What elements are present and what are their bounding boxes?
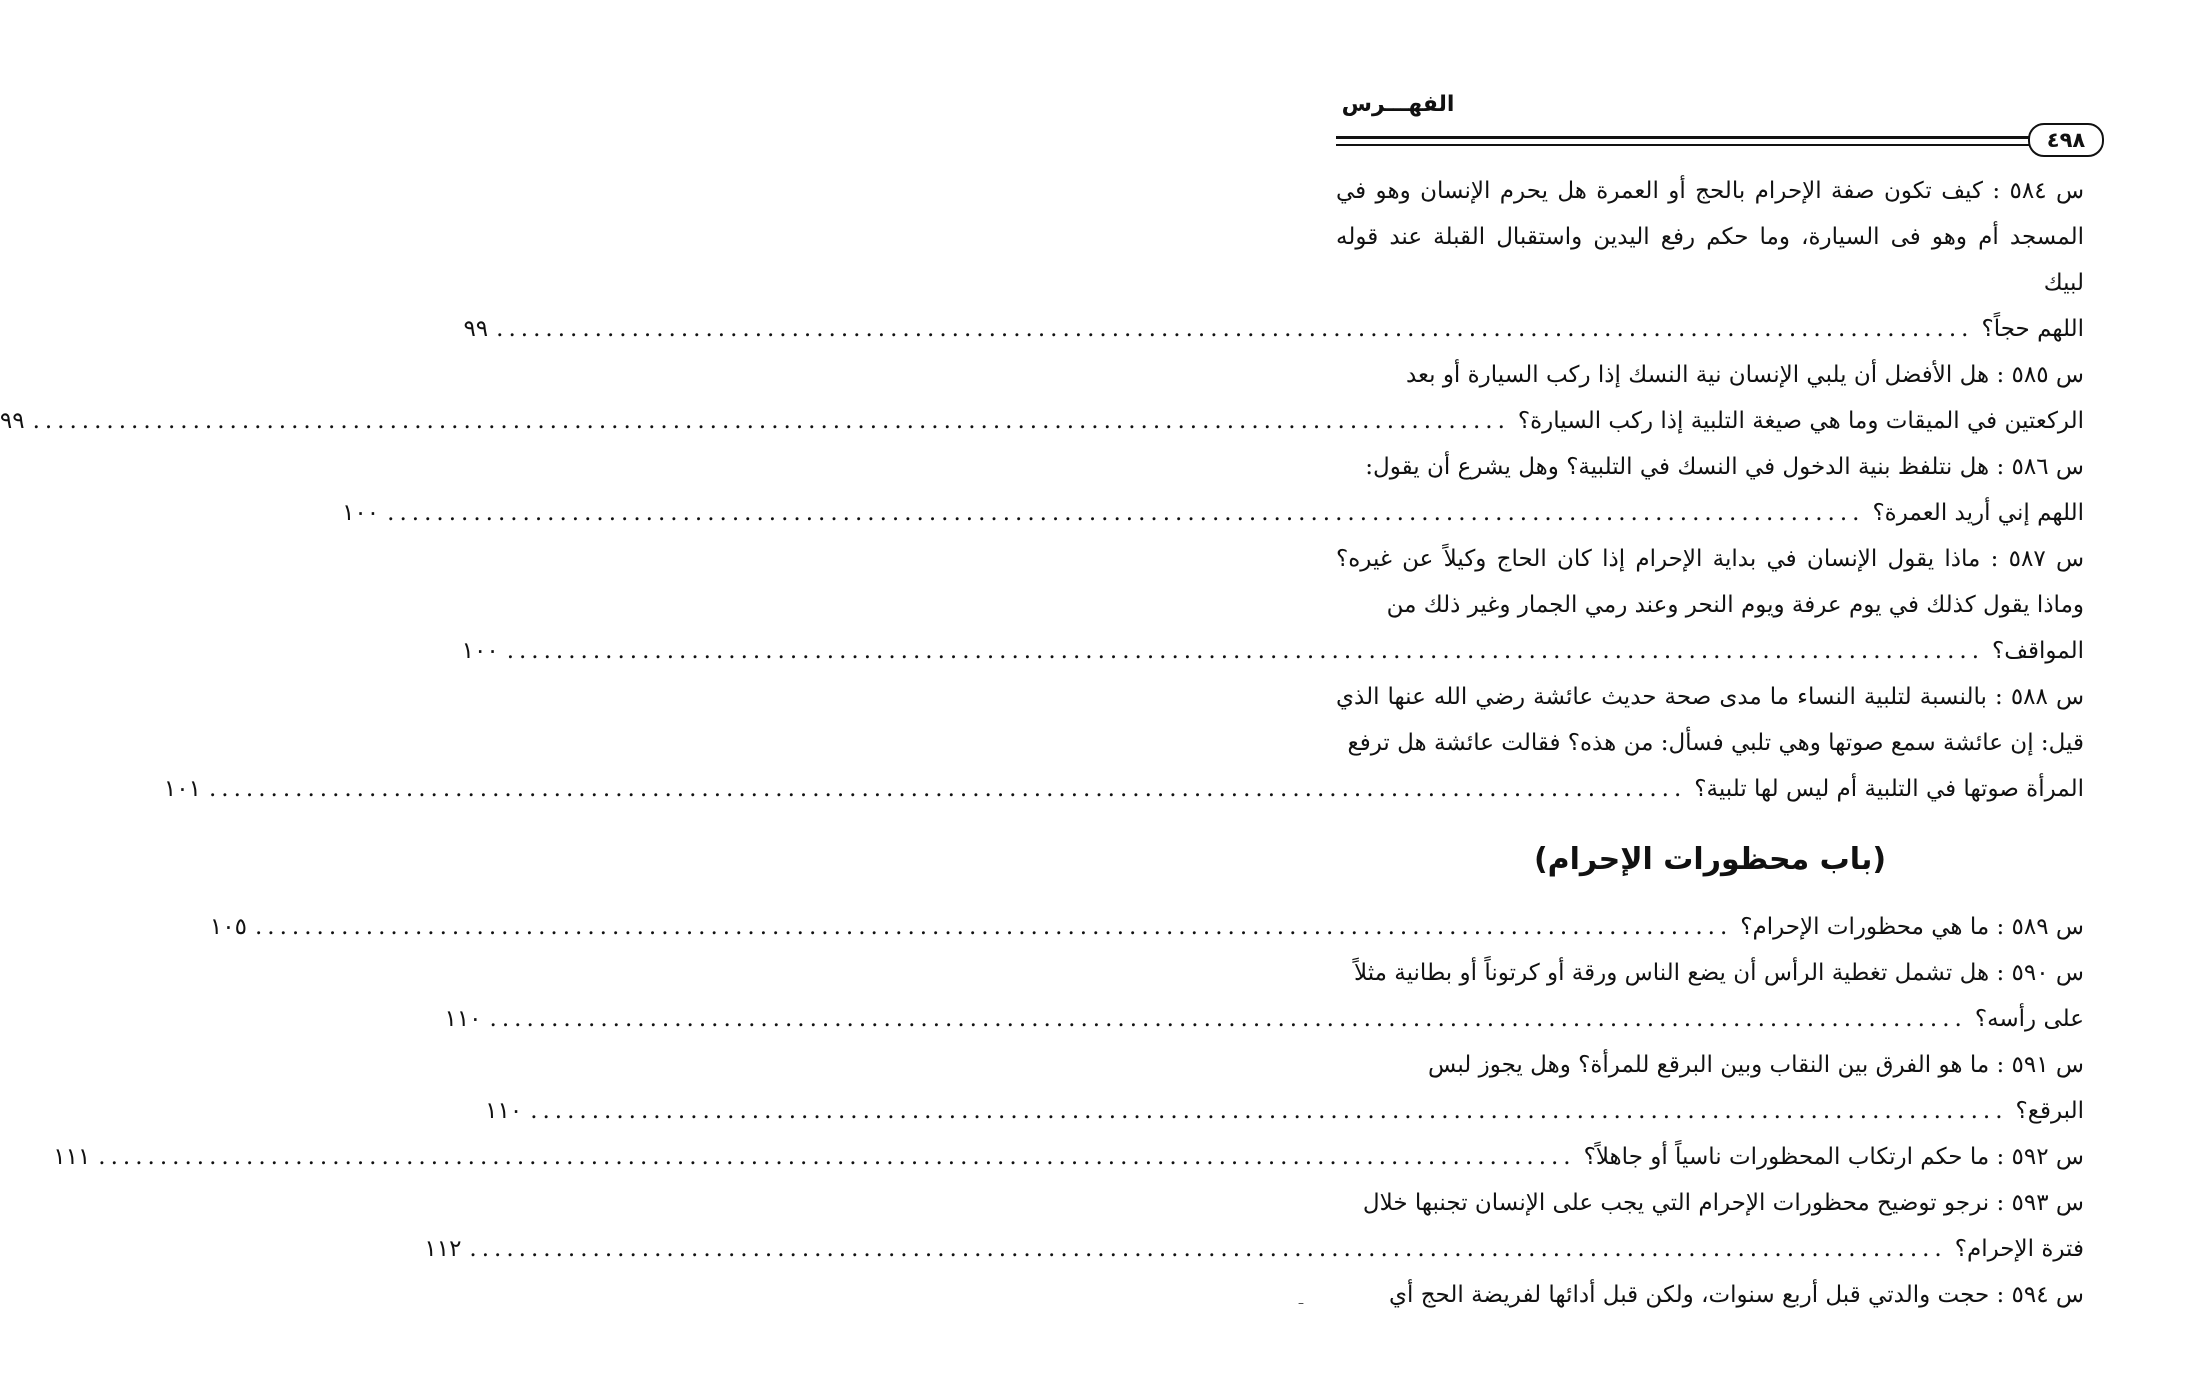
question-number: س ٥٩١ : (1996, 1052, 2084, 1078)
question-last-line (1518, 398, 2084, 444)
toc-entry-body (1336, 674, 2084, 766)
leader-dots: ........................................................................................................................ (506, 638, 1985, 664)
header-rule-thin (1336, 144, 2084, 146)
question-number: س ٥٨٦ : (1996, 454, 2084, 480)
question-text: اللهم إني أريد العمرة؟ (1872, 500, 2084, 526)
toc-entry-body (1336, 536, 2084, 628)
leader-dots: ........................................................................................................................ (387, 500, 1865, 526)
question-number: س ٥٨٥ : (1996, 362, 2084, 388)
question-last-line (1975, 996, 2084, 1042)
toc-entry (424, 1180, 2084, 1272)
question-text: كيف تكون صفة الإحرام بالحج أو العمرة هل يحرم الإنسان وهو في المسجد أم وهو فى السيارة، وما حكم رفع اليدين واستقبال القبلة عند قوله لبيك (1336, 178, 2084, 296)
toc-entry-tail (209, 904, 2084, 950)
question-text: المرأة صوتها في التلبية أم ليس لها تلبية؟ (1694, 776, 2084, 802)
toc-entry-body (1336, 1180, 2084, 1226)
question-text: ما هو الفرق بين النقاب وبين البرقع للمرأة؟ وهل يجوز لبس (1428, 1052, 1990, 1078)
question-number: س ٥٨٤ : (1992, 178, 2085, 204)
question-number: س ٥٨٩ : (1996, 914, 2084, 940)
question-text: هل تشمل تغطية الرأس أن يضع الناس ورقة أو كرتوناً أو بطانية مثلاً (1353, 960, 1990, 986)
page-reference: ١١١ (53, 1144, 91, 1170)
leader-dots: ........................................................................................................................ (489, 1006, 1967, 1032)
question-last-line (1981, 306, 2084, 352)
page-reference: ١٠٠ (461, 638, 499, 664)
leader-dots: ........................................................................................................................ (469, 1236, 1947, 1262)
leader-dots: ........................................................................................................................ (530, 1098, 2008, 1124)
toc-entry-body (1336, 352, 2084, 398)
question-text: البرقع؟ (2015, 1098, 2084, 1124)
page-reference: ١٠١ (163, 776, 201, 802)
page-reference: ١٠٠ (342, 500, 380, 526)
toc-entry (1336, 1272, 2084, 1318)
table-of-contents (0, 168, 2085, 1318)
toc-entry-tail (342, 490, 2084, 536)
toc-entry-tail (53, 1134, 2084, 1180)
question-text: نرجو توضيح محظورات الإحرام التي يجب على الإنسان تجنبها خلال (1362, 1190, 1990, 1216)
page-reference: ١١٠ (444, 1006, 482, 1032)
toc-entry-body (1336, 950, 2084, 996)
question-text: هل نتلفظ بنية الدخول في النسك في التلبية؟ وهل يشرع أن يقول: (1365, 454, 1990, 480)
leader-dots: ........................................................................................................................ (496, 316, 1974, 342)
question-number: س ٥٩٤ : (1996, 1282, 2084, 1308)
question-last-line (1694, 766, 2084, 812)
toc-entry-tail (461, 628, 2084, 674)
question-text: المواقف؟ (1992, 638, 2084, 664)
toc-entry-body (1336, 168, 2084, 306)
question-text: ماذا يقول الإنسان في بداية الإحرام إذا كان الحاج وكيلاً عن غيره؟ وماذا يقول كذلك في يوم عرفة ويوم النحر وعند رمي الجمار وغير ذلك من (1336, 546, 2084, 618)
question-number: س ٥٨٨ : (1995, 684, 2085, 710)
question-text: الركعتين في الميقات وما هي صيغة التلبية إذا ركب السيارة؟ (1517, 408, 2084, 434)
page-number: ٤٩٨ (2028, 123, 2104, 157)
question-last-line (1992, 628, 2084, 674)
question-number: س ٥٩٣ : (1996, 1190, 2084, 1216)
header-rule-thick (1336, 136, 2084, 139)
leader-dots: ........................................................................................................................ (254, 914, 1733, 940)
toc-entry-body (1336, 1272, 2084, 1318)
toc-entry (463, 168, 2085, 352)
question-number: س ٥٩٠ : (1996, 960, 2084, 986)
toc-entry (461, 536, 2085, 674)
page-reference: ٩٩ (463, 316, 489, 342)
question-last-line (1872, 490, 2084, 536)
toc-entry-tail (424, 1226, 2084, 1272)
page-reference: ١٠٥ (209, 914, 247, 940)
entries-before-section (0, 168, 2085, 812)
page-reference: ١١٠ (485, 1098, 523, 1124)
question-last-line (1740, 904, 2084, 950)
toc-entry (209, 904, 2084, 950)
toc-entry (444, 950, 2084, 1042)
toc-entry (485, 1042, 2084, 1134)
toc-entry-body (1336, 1042, 2084, 1088)
question-text: على رأسه؟ (1974, 1006, 2084, 1032)
question-text: هل الأفضل أن يلبي الإنسان نية النسك إذا ركب السيارة أو بعد (1405, 362, 1990, 388)
toc-entry-tail (163, 766, 2084, 812)
toc-entry (342, 444, 2084, 536)
question-text: ما هي محظورات الإحرام؟ (1740, 914, 1990, 940)
toc-entry-tail (0, 398, 2084, 444)
leader-dots: ........................................................................................................................ (208, 776, 1687, 802)
page-reference: ١١٢ (424, 1236, 462, 1262)
running-title: الفهـــرس (1341, 92, 1455, 117)
entries-after-section (53, 904, 2084, 1318)
question-number: س ٥٨٧ : (1990, 546, 2085, 572)
toc-entry (163, 674, 2085, 812)
toc-entry (53, 1134, 2084, 1180)
header-rule (1336, 126, 2084, 166)
section-heading: (باب محظورات الإحرام) (1533, 842, 1887, 877)
question-last-line (1955, 1226, 2084, 1272)
question-text: فترة الإحرام؟ (1954, 1236, 2084, 1262)
leader-dots: ........................................................................................................................ (32, 408, 1510, 434)
question-last-line (1584, 1134, 2084, 1180)
toc-entry-body (1336, 444, 2084, 490)
toc-entry (0, 352, 2084, 444)
toc-entry-tail (444, 996, 2084, 1042)
toc-entry-tail (463, 306, 2084, 352)
question-text: اللهم حجاً؟ (1981, 316, 2084, 342)
question-number: س ٥٩٢ : (1996, 1144, 2084, 1170)
question-text: بالنسبة لتلبية النساء ما مدى صحة حديث عائشة رضي الله عنها الذي قيل: إن عائشة سمع صوتها وهي تلبي فسأل: من هذه؟ فقالت عائشة هل ترفع (1336, 684, 2084, 756)
question-text: ما حكم ارتكاب المحظورات ناسياً أو جاهلاً؟ (1583, 1144, 1990, 1170)
corner-mark: – (1298, 1296, 1304, 1310)
question-last-line (2016, 1088, 2084, 1134)
toc-entry-tail (485, 1088, 2084, 1134)
leader-dots: ........................................................................................................................ (98, 1144, 1576, 1170)
page-reference: ٩٩ (0, 408, 25, 434)
question-text: حجت والدتي قبل أربع سنوات، ولكن قبل أدائها لفريضة الحج أي (1389, 1282, 1990, 1308)
